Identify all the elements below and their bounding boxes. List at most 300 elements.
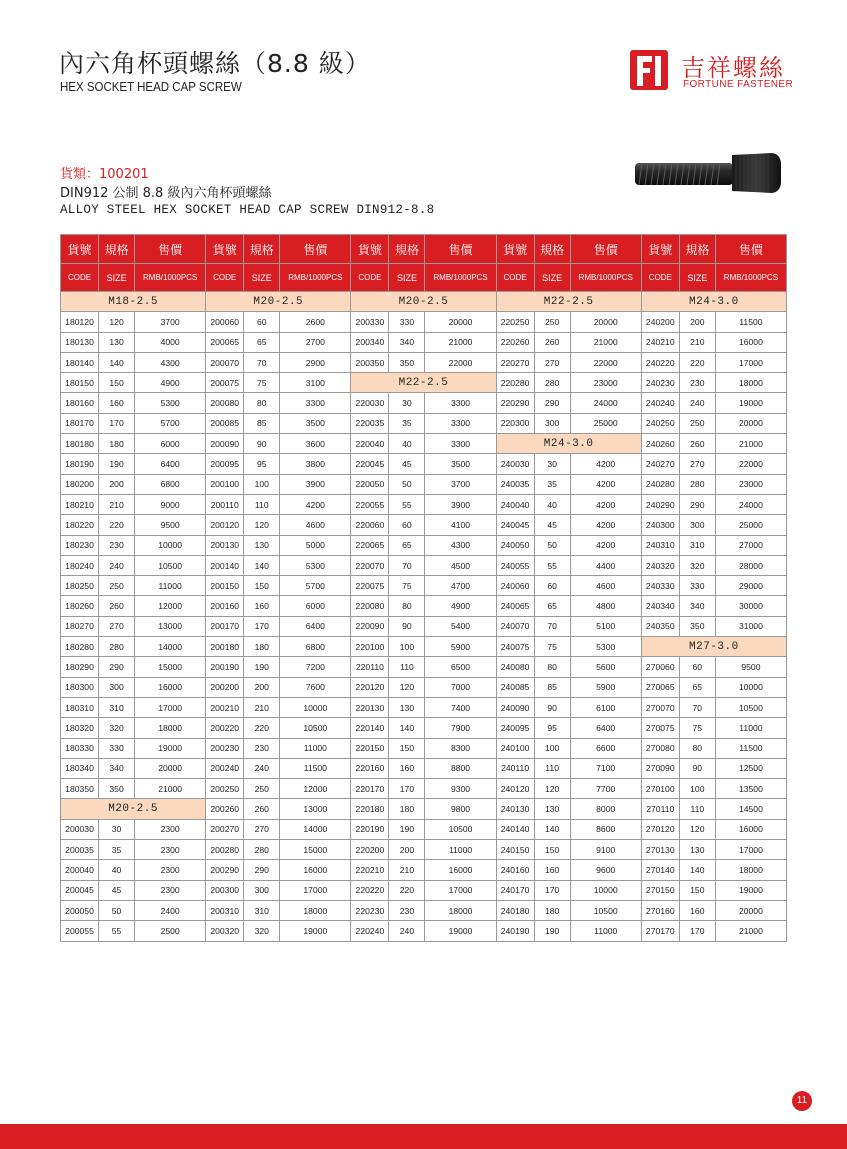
code-cell: 200350 [351, 352, 389, 372]
code-cell: 270170 [641, 921, 679, 941]
code-cell: 240035 [496, 474, 534, 494]
price-cell: 16000 [715, 332, 786, 352]
size-cell: 280 [534, 373, 570, 393]
price-cell: 5700 [280, 576, 351, 596]
size-cell: 160 [244, 596, 280, 616]
code-cell: 180260 [61, 596, 99, 616]
code-cell: 200270 [206, 819, 244, 839]
column-header-en: SIZE [389, 264, 425, 292]
code-cell: 200330 [351, 312, 389, 332]
size-cell: 65 [244, 332, 280, 352]
size-cell: 280 [244, 840, 280, 860]
price-cell: 14000 [135, 637, 206, 657]
size-cell: 140 [389, 718, 425, 738]
size-cell: 260 [679, 434, 715, 454]
price-cell: 12000 [280, 779, 351, 799]
code-cell: 200310 [206, 900, 244, 920]
price-cell: 6000 [135, 434, 206, 454]
price-cell: 6500 [425, 657, 496, 677]
code-cell: 240210 [641, 332, 679, 352]
size-cell: 150 [99, 373, 135, 393]
price-cell: 4200 [570, 535, 641, 555]
code-cell: 220190 [351, 819, 389, 839]
table-row [61, 880, 787, 900]
code-cell: 240160 [496, 860, 534, 880]
code-cell: 240260 [641, 434, 679, 454]
code-cell: 200065 [206, 332, 244, 352]
code-cell: 200300 [206, 880, 244, 900]
code-cell: 220150 [351, 738, 389, 758]
price-cell: 9100 [570, 840, 641, 860]
product-category: 貨類：100201 [60, 167, 149, 182]
size-cell: 210 [99, 494, 135, 514]
size-cell: 230 [244, 738, 280, 758]
price-cell: 4200 [570, 515, 641, 535]
code-cell: 220060 [351, 515, 389, 535]
code-cell: 200160 [206, 596, 244, 616]
table-row [61, 474, 787, 494]
price-cell: 6000 [280, 596, 351, 616]
price-cell: 9500 [135, 515, 206, 535]
size-cell: 290 [99, 657, 135, 677]
size-cell: 210 [389, 860, 425, 880]
price-cell: 4200 [570, 494, 641, 514]
price-cell: 5300 [280, 555, 351, 575]
page-title-cn: 內六角杯頭螺絲（8.8 級） [59, 49, 371, 78]
code-cell: 200075 [206, 373, 244, 393]
code-cell: 240200 [641, 312, 679, 332]
table-row [61, 413, 787, 433]
price-cell: 4800 [570, 596, 641, 616]
size-cell: 170 [679, 921, 715, 941]
size-cell: 120 [389, 677, 425, 697]
price-cell: 3800 [280, 454, 351, 474]
price-cell: 19000 [135, 738, 206, 758]
size-cell: 80 [534, 657, 570, 677]
size-cell: 320 [244, 921, 280, 941]
column-header-cn: 售價 [135, 235, 206, 264]
size-cell: 250 [679, 413, 715, 433]
code-cell: 200210 [206, 697, 244, 717]
price-cell: 15000 [135, 657, 206, 677]
column-header-en: RMB/1000PCS [280, 264, 351, 292]
size-cell: 170 [534, 880, 570, 900]
size-cell: 250 [244, 779, 280, 799]
size-cell: 70 [244, 352, 280, 372]
size-cell: 200 [389, 840, 425, 860]
price-cell: 10500 [570, 900, 641, 920]
size-cell: 50 [534, 535, 570, 555]
code-cell: 220030 [351, 393, 389, 413]
price-cell: 27000 [715, 535, 786, 555]
code-cell: 220065 [351, 535, 389, 555]
price-cell: 19000 [425, 921, 496, 941]
code-cell: 200250 [206, 779, 244, 799]
size-cell: 330 [99, 738, 135, 758]
code-cell: 180320 [61, 718, 99, 738]
price-cell: 20000 [715, 900, 786, 920]
size-cell: 230 [679, 373, 715, 393]
size-cell: 280 [679, 474, 715, 494]
code-cell: 220240 [351, 921, 389, 941]
size-cell: 160 [679, 900, 715, 920]
size-cell: 250 [534, 312, 570, 332]
size-cell: 80 [244, 393, 280, 413]
table-row [61, 860, 787, 880]
price-cell: 9300 [425, 779, 496, 799]
price-cell: 7100 [570, 758, 641, 778]
price-cell: 2300 [135, 860, 206, 880]
code-cell: 240310 [641, 535, 679, 555]
size-section-header: M22-2.5 [496, 292, 641, 312]
code-cell: 270070 [641, 697, 679, 717]
size-cell: 260 [534, 332, 570, 352]
column-header-en: SIZE [534, 264, 570, 292]
size-cell: 55 [99, 921, 135, 941]
price-cell: 4700 [425, 576, 496, 596]
price-cell: 18000 [425, 900, 496, 920]
size-cell: 60 [534, 576, 570, 596]
size-cell: 230 [99, 535, 135, 555]
size-cell: 100 [389, 637, 425, 657]
code-cell: 180350 [61, 779, 99, 799]
header-row-cn [61, 235, 787, 264]
size-cell: 90 [244, 434, 280, 454]
price-cell: 3700 [425, 474, 496, 494]
price-cell: 19000 [715, 880, 786, 900]
size-cell: 190 [534, 921, 570, 941]
code-cell: 220110 [351, 657, 389, 677]
size-cell: 90 [534, 697, 570, 717]
price-cell: 9500 [715, 657, 786, 677]
price-cell: 7000 [425, 677, 496, 697]
code-cell: 200095 [206, 454, 244, 474]
size-cell: 340 [679, 596, 715, 616]
price-cell: 4300 [425, 535, 496, 555]
size-cell: 40 [99, 860, 135, 880]
price-cell: 3300 [425, 413, 496, 433]
table-row [61, 779, 787, 799]
code-cell: 240075 [496, 637, 534, 657]
size-section-header: M18-2.5 [61, 292, 206, 312]
table-row [61, 515, 787, 535]
code-cell: 240045 [496, 515, 534, 535]
code-cell: 200060 [206, 312, 244, 332]
table-row [61, 677, 787, 697]
table-row [61, 657, 787, 677]
code-cell: 180120 [61, 312, 99, 332]
column-header-cn: 貨號 [496, 235, 534, 264]
code-cell: 270140 [641, 860, 679, 880]
size-cell: 330 [389, 312, 425, 332]
size-cell: 150 [389, 738, 425, 758]
price-cell: 7200 [280, 657, 351, 677]
size-cell: 250 [99, 576, 135, 596]
code-cell: 240300 [641, 515, 679, 535]
size-cell: 35 [534, 474, 570, 494]
price-cell: 21000 [135, 779, 206, 799]
size-cell: 140 [99, 352, 135, 372]
size-cell: 95 [244, 454, 280, 474]
code-cell: 200280 [206, 840, 244, 860]
price-cell: 16000 [425, 860, 496, 880]
price-cell: 11500 [715, 312, 786, 332]
size-cell: 130 [244, 535, 280, 555]
size-cell: 200 [244, 677, 280, 697]
code-cell: 200090 [206, 434, 244, 454]
brand-logo [625, 48, 794, 93]
price-cell: 22000 [715, 454, 786, 474]
code-cell: 270110 [641, 799, 679, 819]
size-section-header: M20-2.5 [351, 292, 496, 312]
size-section-header: M24-3.0 [641, 292, 786, 312]
code-cell: 240050 [496, 535, 534, 555]
size-cell: 280 [99, 637, 135, 657]
price-table-body [61, 292, 787, 942]
price-cell: 5000 [280, 535, 351, 555]
product-description-en: ALLOY STEEL HEX SOCKET HEAD CAP SCREW DIN912-8.8 [60, 203, 435, 217]
size-cell: 60 [679, 657, 715, 677]
size-cell: 110 [534, 758, 570, 778]
price-cell: 11500 [715, 738, 786, 758]
code-cell: 240150 [496, 840, 534, 860]
price-cell: 4000 [135, 332, 206, 352]
code-cell: 180220 [61, 515, 99, 535]
code-cell: 240095 [496, 718, 534, 738]
code-cell: 220130 [351, 697, 389, 717]
price-cell: 15000 [280, 840, 351, 860]
code-cell: 200040 [61, 860, 99, 880]
size-cell: 180 [389, 799, 425, 819]
code-cell: 240290 [641, 494, 679, 514]
price-cell: 19000 [715, 393, 786, 413]
size-cell: 45 [389, 454, 425, 474]
code-cell: 270150 [641, 880, 679, 900]
price-cell: 11000 [135, 576, 206, 596]
price-cell: 2300 [135, 880, 206, 900]
price-cell: 10000 [280, 697, 351, 717]
price-cell: 2400 [135, 900, 206, 920]
column-header-cn: 規格 [244, 235, 280, 264]
code-cell: 180200 [61, 474, 99, 494]
code-cell: 220170 [351, 779, 389, 799]
table-row [61, 900, 787, 920]
price-cell: 17000 [715, 840, 786, 860]
code-cell: 240230 [641, 373, 679, 393]
size-cell: 160 [99, 393, 135, 413]
code-cell: 220080 [351, 596, 389, 616]
table-row [61, 292, 787, 312]
size-cell: 100 [244, 474, 280, 494]
column-header-cn: 規格 [389, 235, 425, 264]
code-cell: 220230 [351, 900, 389, 920]
column-header-cn: 規格 [99, 235, 135, 264]
size-cell: 75 [244, 373, 280, 393]
price-cell: 6400 [570, 718, 641, 738]
price-cell: 6400 [280, 616, 351, 636]
code-cell: 180340 [61, 758, 99, 778]
price-cell: 6800 [280, 637, 351, 657]
code-cell: 200110 [206, 494, 244, 514]
size-section-header: M27-3.0 [641, 637, 786, 657]
size-cell: 150 [244, 576, 280, 596]
price-cell: 6400 [135, 454, 206, 474]
size-cell: 140 [244, 555, 280, 575]
size-cell: 85 [244, 413, 280, 433]
size-cell: 70 [534, 616, 570, 636]
price-cell: 11000 [280, 738, 351, 758]
size-cell: 90 [679, 758, 715, 778]
code-cell: 180210 [61, 494, 99, 514]
code-cell: 200340 [351, 332, 389, 352]
code-cell: 220290 [496, 393, 534, 413]
size-cell: 180 [244, 637, 280, 657]
size-cell: 230 [389, 900, 425, 920]
code-cell: 240090 [496, 697, 534, 717]
size-cell: 270 [244, 819, 280, 839]
price-cell: 4400 [570, 555, 641, 575]
size-cell: 270 [679, 454, 715, 474]
price-cell: 5100 [570, 616, 641, 636]
brand-name-en: FORTUNE FASTENER [683, 79, 794, 90]
code-cell: 240060 [496, 576, 534, 596]
column-header-en: RMB/1000PCS [715, 264, 786, 292]
price-cell: 3600 [280, 434, 351, 454]
size-cell: 40 [534, 494, 570, 514]
price-cell: 4200 [570, 474, 641, 494]
code-cell: 220160 [351, 758, 389, 778]
table-row [61, 352, 787, 372]
code-cell: 220035 [351, 413, 389, 433]
price-cell: 8800 [425, 758, 496, 778]
code-cell: 180330 [61, 738, 99, 758]
size-cell: 75 [534, 637, 570, 657]
code-cell: 200120 [206, 515, 244, 535]
table-row [61, 637, 787, 657]
price-cell: 17000 [715, 352, 786, 372]
price-cell: 23000 [570, 373, 641, 393]
price-cell: 17000 [280, 880, 351, 900]
code-cell: 240250 [641, 413, 679, 433]
code-cell: 240320 [641, 555, 679, 575]
price-cell: 9000 [135, 494, 206, 514]
size-cell: 210 [244, 697, 280, 717]
size-cell: 190 [244, 657, 280, 677]
code-cell: 220270 [496, 352, 534, 372]
size-cell: 140 [534, 819, 570, 839]
price-cell: 18000 [715, 860, 786, 880]
code-cell: 240350 [641, 616, 679, 636]
price-cell: 21000 [425, 332, 496, 352]
size-cell: 220 [99, 515, 135, 535]
size-cell: 150 [534, 840, 570, 860]
code-cell: 220210 [351, 860, 389, 880]
code-cell: 200030 [61, 819, 99, 839]
size-cell: 210 [679, 332, 715, 352]
price-cell: 7400 [425, 697, 496, 717]
size-cell: 310 [679, 535, 715, 555]
code-cell: 200320 [206, 921, 244, 941]
price-cell: 3300 [280, 393, 351, 413]
price-cell: 16000 [135, 677, 206, 697]
header-row-en [61, 264, 787, 292]
price-cell: 4900 [135, 373, 206, 393]
size-cell: 45 [99, 880, 135, 900]
column-header-cn: 售價 [570, 235, 641, 264]
price-cell: 12000 [135, 596, 206, 616]
size-cell: 300 [534, 413, 570, 433]
column-header-en: SIZE [244, 264, 280, 292]
column-header-en: RMB/1000PCS [570, 264, 641, 292]
code-cell: 220045 [351, 454, 389, 474]
price-cell: 10500 [280, 718, 351, 738]
price-cell: 5300 [135, 393, 206, 413]
column-header-cn: 貨號 [61, 235, 99, 264]
size-cell: 50 [99, 900, 135, 920]
size-cell: 65 [389, 535, 425, 555]
code-cell: 180230 [61, 535, 99, 555]
price-cell: 10500 [715, 697, 786, 717]
column-header-cn: 售價 [425, 235, 496, 264]
price-cell: 3500 [280, 413, 351, 433]
code-cell: 220090 [351, 616, 389, 636]
code-cell: 220120 [351, 677, 389, 697]
table-row [61, 840, 787, 860]
price-cell: 10500 [135, 555, 206, 575]
size-cell: 100 [679, 779, 715, 799]
table-row [61, 697, 787, 717]
code-cell: 200170 [206, 616, 244, 636]
code-cell: 200080 [206, 393, 244, 413]
size-cell: 320 [99, 718, 135, 738]
size-cell: 320 [679, 555, 715, 575]
code-cell: 240270 [641, 454, 679, 474]
size-cell: 350 [389, 352, 425, 372]
price-cell: 2700 [280, 332, 351, 352]
price-cell: 5900 [570, 677, 641, 697]
code-cell: 240330 [641, 576, 679, 596]
price-cell: 6600 [570, 738, 641, 758]
size-cell: 220 [389, 880, 425, 900]
size-section-header: M20-2.5 [61, 799, 206, 819]
table-row [61, 332, 787, 352]
size-section-header: M20-2.5 [206, 292, 351, 312]
size-cell: 130 [679, 840, 715, 860]
size-cell: 65 [534, 596, 570, 616]
code-cell: 200240 [206, 758, 244, 778]
page-number: 11 [792, 1091, 812, 1111]
price-cell: 13500 [715, 779, 786, 799]
size-cell: 170 [244, 616, 280, 636]
size-cell: 310 [99, 697, 135, 717]
column-header-cn: 貨號 [351, 235, 389, 264]
price-cell: 13000 [280, 799, 351, 819]
size-cell: 290 [244, 860, 280, 880]
table-row [61, 576, 787, 596]
column-header-cn: 貨號 [206, 235, 244, 264]
price-cell: 10000 [715, 677, 786, 697]
code-cell: 200180 [206, 637, 244, 657]
code-cell: 200200 [206, 677, 244, 697]
price-cell: 4200 [570, 454, 641, 474]
size-cell: 80 [389, 596, 425, 616]
table-row [61, 799, 787, 819]
size-cell: 290 [534, 393, 570, 413]
column-header-cn: 售價 [280, 235, 351, 264]
screw-photo-icon [632, 149, 782, 195]
code-cell: 200190 [206, 657, 244, 677]
size-cell: 310 [244, 900, 280, 920]
